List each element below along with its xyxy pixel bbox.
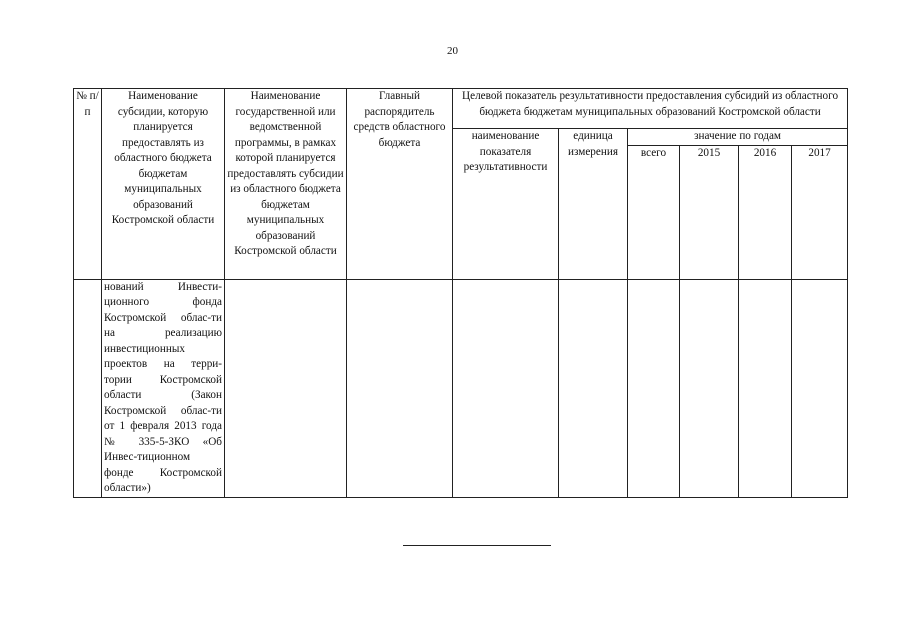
header-target-indicator: Целевой показатель результативности предоставления субсидий из областного бюджета бюджетам муниципальных образований Костромской области xyxy=(453,89,848,129)
header-program-name: Наименование государственной или ведомственной программы, в рамках которой планируется предоставлять субсидии из областного бюджета бюджетам муниципальных образований Костромской области xyxy=(225,89,347,280)
row-num xyxy=(74,279,102,497)
header-year-2015: 2015 xyxy=(680,145,739,279)
page-number: 20 xyxy=(447,45,458,57)
row-unit xyxy=(559,279,628,497)
row-chief-manager xyxy=(347,279,453,497)
table-row xyxy=(74,279,848,497)
row-indicator-name xyxy=(453,279,559,497)
header-row-1 xyxy=(74,89,848,129)
header-values-by-year: значение по годам xyxy=(628,129,848,146)
footer-divider xyxy=(403,545,551,546)
row-year-2017 xyxy=(792,279,848,497)
header-year-2016: 2016 xyxy=(739,145,792,279)
subsidy-table xyxy=(73,88,848,498)
header-indicator-name: наименование показателя результативности xyxy=(453,129,559,280)
row-year-2016 xyxy=(739,279,792,497)
header-total: всего xyxy=(628,145,680,279)
header-unit: единица измерения xyxy=(559,129,628,280)
header-subsidy-name: Наименование субсидии, которую планируется предоставлять из областного бюджета бюджетам муниципальных образований Костромской области xyxy=(102,89,225,280)
header-year-2017: 2017 xyxy=(792,145,848,279)
row-program-name xyxy=(225,279,347,497)
row-year-2015 xyxy=(680,279,739,497)
header-chief-manager: Главный распорядитель средств областного бюджета xyxy=(347,89,453,280)
row-total xyxy=(628,279,680,497)
row-subsidy-name: нований Инвести-ционного фонда Костромской облас-ти на реализацию инвестиционных проектов на терри-тории Костромской области (Закон Костромской облас-ти от 1 февраля 2013 года № 335-5-ЗКО «Об Инвес-тиционном фонде Костромской области») xyxy=(102,279,225,497)
header-num: № п/п xyxy=(74,89,102,280)
